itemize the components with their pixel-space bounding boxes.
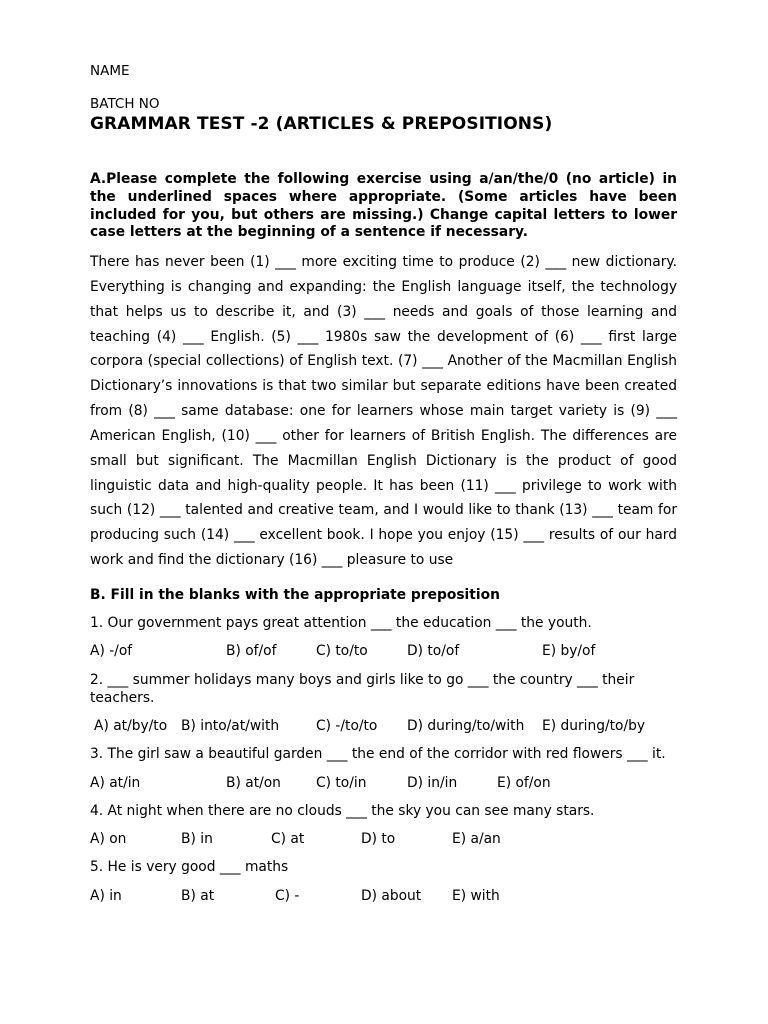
option-a: A) at/by/to xyxy=(94,718,168,734)
option-b: B) at xyxy=(181,888,215,904)
option-c: C) -/to/to xyxy=(316,718,378,734)
question-2: 2. ___ summer holidays many boys and girls like to go ___ the country ___ their teachers. xyxy=(90,672,635,706)
option-a: A) on xyxy=(90,831,127,847)
question-5: 5. He is very good ___ maths xyxy=(90,859,289,875)
section-a-instruction: A.Please complete the following exercise using a/an/the/0 (no article) in the underlined spaces where appropriate. (Some articles have been included for you, but others are missing.) Change capital letters to lower case letters at the beginning of a sentence if necessary. xyxy=(90,171,677,241)
option-b: B) at/on xyxy=(226,775,281,791)
option-c: C) at xyxy=(271,831,305,847)
option-d: D) about xyxy=(361,888,422,904)
name-label: NAME xyxy=(90,63,130,79)
option-e: E) during/to/by xyxy=(542,718,646,734)
option-d: D) during/to/with xyxy=(407,718,525,734)
option-e: E) of/on xyxy=(497,775,551,791)
option-e: E) with xyxy=(452,888,500,904)
batch-no-label: BATCH NO xyxy=(90,96,160,112)
test-title: GRAMMAR TEST -2 (ARTICLES & PREPOSITIONS) xyxy=(90,114,553,134)
section-b-heading: B. Fill in the blanks with the appropriate preposition xyxy=(90,587,500,603)
question-5-options xyxy=(90,886,710,906)
question-2-options xyxy=(90,716,710,736)
question-3-options xyxy=(90,773,710,793)
option-a: A) -/of xyxy=(90,643,133,659)
option-d: D) to xyxy=(361,831,396,847)
option-a: A) at/in xyxy=(90,775,141,791)
option-e: E) a/an xyxy=(452,831,501,847)
option-d: D) to/of xyxy=(407,643,460,659)
option-b: B) in xyxy=(181,831,213,847)
option-e: E) by/of xyxy=(542,643,596,659)
question-1: 1. Our government pays great attention ___ the education ___ the youth. xyxy=(90,615,592,631)
question-4: 4. At night when there are no clouds ___ the sky you can see many stars. xyxy=(90,803,595,819)
option-b: B) of/of xyxy=(226,643,277,659)
option-c: C) to/in xyxy=(316,775,367,791)
question-1-options xyxy=(90,641,710,661)
option-c: C) - xyxy=(275,888,300,904)
question-3: 3. The girl saw a beautiful garden ___ the end of the corridor with red flowers ___ it. xyxy=(90,746,666,762)
option-d: D) in/in xyxy=(407,775,458,791)
section-a-passage: There has never been (1) ___ more exciting time to produce (2) ___ new dictionary. Everything is changing and expanding: the English language itself, the technology that helps us to describe it, and (3) ___ needs and goals of those learning and teaching (4) ___ English. (5) ___ 1980s saw the development of (6) ___ first large corpora (special collections) of English text. (7) ___ Another of the Macmillan English Dictionary’s innovations is that two similar but separate editions have been created from (8) ___ same database: one for learners whose main target variety is (9) ___ American English, (10) ___ other for learners of British English. The differences are small but significant. The Macmillan English Dictionary is the product of good linguistic data and high-quality people. It has been (11) ___ privilege to work with such (12) ___ talented and creative team, and I would like to thank (13) ___ team for producing such (14) ___ excellent book. I hope you enjoy (15) ___ results of our hard work and find the dictionary (16) ___ pleasure to use xyxy=(90,254,677,569)
question-4-options xyxy=(90,829,710,849)
option-c: C) to/to xyxy=(316,643,368,659)
option-a: A) in xyxy=(90,888,122,904)
option-b: B) into/at/with xyxy=(181,718,280,734)
